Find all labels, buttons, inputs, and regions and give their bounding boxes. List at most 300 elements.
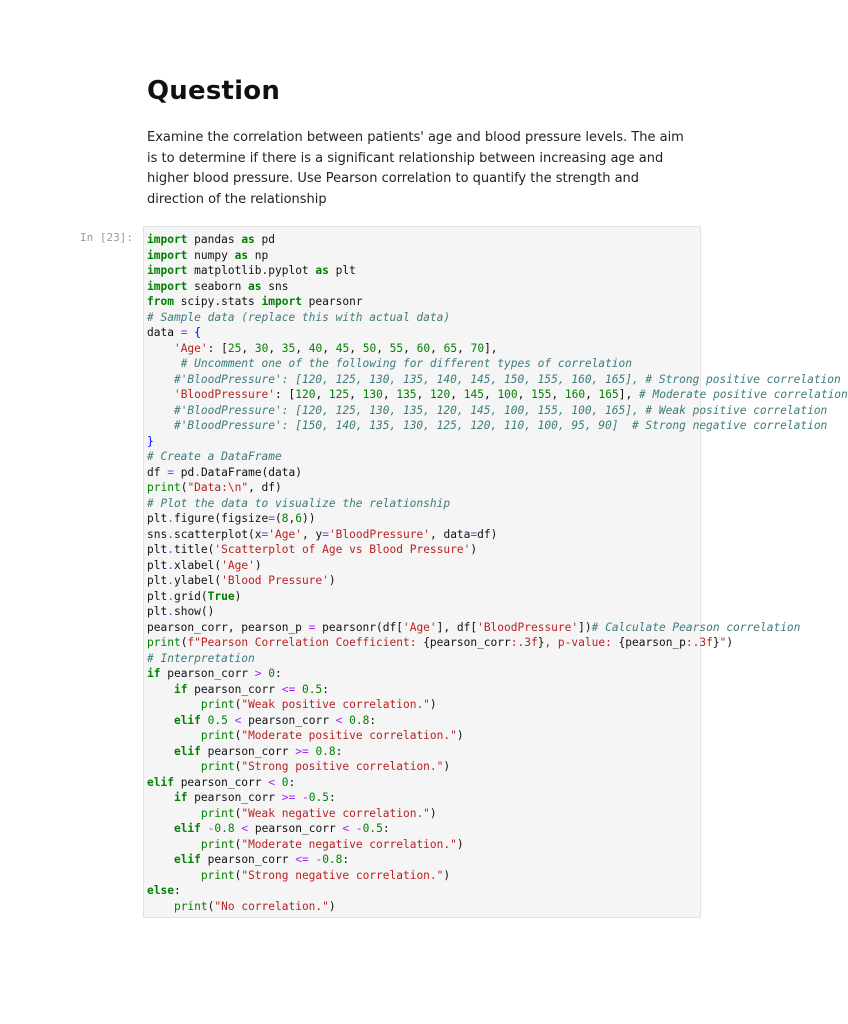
code-token: elif bbox=[173, 853, 201, 866]
code-token: as bbox=[248, 279, 262, 293]
code-token bbox=[147, 404, 174, 417]
code-token: , bbox=[315, 388, 329, 401]
code-token: import bbox=[147, 248, 188, 262]
code-token: 25 bbox=[227, 341, 242, 355]
code-token: : bbox=[342, 853, 350, 866]
code-line bbox=[147, 883, 848, 899]
code-token: ) bbox=[470, 543, 478, 556]
code-token: 'Age' bbox=[221, 558, 255, 572]
code-line bbox=[147, 372, 848, 388]
code-line bbox=[147, 790, 848, 806]
code-token: if bbox=[173, 791, 188, 804]
code-token: 0 bbox=[281, 775, 289, 789]
code-line bbox=[147, 728, 848, 744]
code-line bbox=[147, 511, 848, 527]
code-line bbox=[147, 418, 848, 434]
code-token: plt bbox=[328, 264, 356, 277]
code-token: pearson_corr bbox=[160, 667, 255, 680]
code-token: 'Scatterplot of Age vs Blood Pressure' bbox=[214, 543, 471, 556]
code-token: , bbox=[322, 341, 336, 355]
code-token bbox=[147, 853, 174, 866]
code-token: : bbox=[322, 682, 329, 696]
code-token: , p-value: bbox=[544, 636, 619, 649]
code-token bbox=[147, 838, 201, 851]
code-line bbox=[147, 558, 848, 574]
code-token: ) bbox=[234, 589, 242, 603]
code-token: - bbox=[207, 822, 215, 835]
code-token: df) bbox=[477, 527, 498, 541]
code-line bbox=[147, 666, 848, 682]
code-token: : bbox=[288, 775, 296, 789]
code-line bbox=[147, 899, 848, 915]
code-token: 0.8 bbox=[214, 822, 235, 835]
code-token: "Weak negative correlation." bbox=[241, 806, 430, 820]
code-token bbox=[147, 869, 201, 882]
code-token bbox=[147, 745, 174, 758]
code-token bbox=[147, 342, 174, 355]
code-token: 'Blood Pressure' bbox=[221, 574, 329, 587]
code-line bbox=[147, 821, 848, 837]
code-token: ], df[ bbox=[436, 620, 478, 634]
code-token: seaborn bbox=[187, 279, 249, 293]
code-token bbox=[147, 683, 174, 696]
code-token: : bbox=[275, 667, 282, 680]
code-token: 35 bbox=[281, 341, 296, 355]
code-token: : bbox=[382, 822, 390, 835]
code-token: ) bbox=[726, 636, 734, 649]
code-token: print bbox=[147, 636, 181, 649]
code-token: import bbox=[147, 233, 188, 246]
code-token: 'Age' bbox=[402, 620, 437, 634]
code-token: 6 bbox=[295, 512, 303, 525]
code-token: ], bbox=[484, 341, 498, 355]
code-token: figure(figsize bbox=[173, 512, 269, 525]
code-token: "Moderate negative correlation." bbox=[241, 837, 457, 851]
code-token: print bbox=[200, 760, 235, 773]
code-token: , bbox=[295, 341, 309, 355]
code-token: matplotlib.pyplot bbox=[187, 264, 316, 277]
code-token: = bbox=[180, 326, 188, 339]
code-line bbox=[147, 713, 848, 729]
code-token: "Strong positive correlation." bbox=[241, 760, 444, 773]
code-token: , bbox=[349, 388, 363, 401]
code-token: . bbox=[194, 465, 201, 479]
code-token: 0.5 bbox=[301, 682, 323, 696]
code-token: : [ bbox=[207, 341, 228, 355]
code-token: 50 bbox=[362, 341, 377, 355]
code-token: as bbox=[315, 264, 329, 277]
code-line bbox=[147, 775, 848, 791]
code-token: pearsonr bbox=[301, 295, 363, 308]
code-token: ( bbox=[234, 698, 242, 711]
code-token: #'BloodPressure': [150, 140, 135, 130, 125, 120, 110, 100, 95, 90] # Strong negative correlation bbox=[173, 419, 828, 432]
code-token: , bbox=[288, 512, 296, 525]
code-token: = bbox=[470, 527, 478, 541]
code-token: "Moderate positive correlation." bbox=[241, 729, 457, 742]
code-token: , df) bbox=[248, 481, 282, 494]
code-token: , bbox=[416, 388, 431, 401]
code-token: < bbox=[335, 713, 343, 727]
code-token bbox=[295, 791, 302, 804]
code-token: ( bbox=[234, 868, 242, 882]
code-token bbox=[147, 419, 174, 432]
code-token: pearson_corr bbox=[187, 682, 282, 696]
code-token: . bbox=[167, 543, 174, 556]
code-token: elif bbox=[173, 713, 201, 727]
code-token: = bbox=[261, 527, 269, 541]
code-token: , bbox=[517, 388, 532, 401]
code-line bbox=[147, 310, 848, 326]
code-token: , bbox=[450, 388, 464, 401]
code-token: - bbox=[301, 791, 309, 804]
code-token: ) bbox=[456, 837, 464, 851]
code-token: data bbox=[147, 326, 181, 339]
code-token: 135 bbox=[396, 388, 417, 401]
code-token: # Calculate Pearson correlation bbox=[591, 620, 801, 634]
code-token: "Weak positive correlation." bbox=[241, 698, 430, 711]
code-token: pearson_corr bbox=[200, 744, 296, 758]
code-token: print bbox=[200, 806, 235, 820]
code-token: . bbox=[167, 605, 174, 618]
code-token: ( bbox=[207, 899, 215, 913]
code-line bbox=[147, 480, 848, 496]
code-token: > bbox=[254, 667, 262, 680]
code-token: 0 bbox=[268, 667, 276, 680]
code-token: print bbox=[200, 837, 235, 851]
code-token: sns bbox=[261, 279, 289, 293]
code-token: # Moderate positive correlation bbox=[638, 388, 848, 401]
code-token bbox=[147, 373, 174, 386]
code-token: pearson_corr bbox=[248, 822, 343, 835]
code-token: = bbox=[167, 465, 174, 479]
code-token: sns bbox=[147, 527, 168, 541]
code-token: 0.5 bbox=[362, 822, 383, 835]
code-token: plt bbox=[147, 589, 168, 603]
code-token: <= bbox=[295, 853, 309, 866]
code-token bbox=[147, 714, 174, 727]
code-token: title( bbox=[173, 543, 215, 556]
code-token: , y bbox=[301, 527, 323, 541]
code-token: ) bbox=[456, 729, 464, 742]
code-line bbox=[147, 620, 848, 636]
code-token: 45 bbox=[335, 341, 350, 355]
code-token: . bbox=[167, 589, 174, 603]
code-token: import bbox=[261, 295, 302, 308]
code-token: :.3f bbox=[510, 636, 538, 649]
code-token: 'BloodPressure' bbox=[328, 527, 430, 541]
code-token: 125 bbox=[328, 388, 350, 401]
code-token: - bbox=[355, 822, 363, 835]
code-token: 40 bbox=[308, 341, 323, 355]
code-token: # Create a DataFrame bbox=[147, 450, 282, 463]
code-token: "No correlation." bbox=[214, 899, 329, 913]
code-token: pearson_corr, pearson_p bbox=[147, 620, 309, 634]
code-token: : bbox=[173, 884, 181, 897]
code-token: - bbox=[315, 853, 323, 866]
code-token bbox=[147, 791, 174, 804]
code-token: : bbox=[335, 744, 343, 758]
code-line bbox=[147, 852, 848, 868]
code-token: scipy.stats bbox=[173, 295, 262, 308]
code-token: : bbox=[328, 791, 336, 804]
code-token: 55 bbox=[389, 341, 404, 355]
code-token: elif bbox=[147, 775, 174, 789]
code-token: plt bbox=[147, 512, 168, 525]
code-token: as bbox=[234, 248, 249, 262]
code-editor[interactable] bbox=[147, 232, 848, 914]
code-token: ( bbox=[234, 760, 242, 773]
code-line bbox=[147, 573, 848, 589]
code-token: import bbox=[147, 264, 188, 277]
code-token: 0.5 bbox=[308, 791, 329, 804]
code-token: 130 bbox=[362, 388, 383, 401]
code-token: : [ bbox=[275, 388, 296, 401]
code-token: 0.8 bbox=[322, 853, 343, 866]
code-token bbox=[147, 388, 174, 401]
code-token: , bbox=[349, 341, 363, 355]
code-line bbox=[147, 744, 848, 760]
code-token: = bbox=[268, 512, 276, 525]
code-token: ) bbox=[443, 868, 451, 882]
code-token: numpy bbox=[187, 248, 235, 262]
code-token: , bbox=[430, 341, 444, 355]
code-token: , bbox=[241, 341, 255, 355]
code-token: f"Pearson Correlation Coefficient: bbox=[187, 636, 424, 649]
code-token: 70 bbox=[470, 341, 485, 355]
code-token: = bbox=[308, 620, 316, 634]
code-token: 60 bbox=[416, 341, 431, 355]
code-token: as bbox=[241, 233, 255, 246]
code-token: "Data:\n" bbox=[187, 481, 249, 494]
code-token: < bbox=[234, 713, 242, 727]
code-token: "Strong negative correlation." bbox=[241, 868, 444, 882]
code-token: {pearson_corr bbox=[423, 636, 511, 649]
code-token: ) bbox=[328, 899, 336, 913]
code-token: . bbox=[167, 527, 174, 541]
code-token bbox=[147, 357, 181, 370]
code-line bbox=[147, 837, 848, 853]
code-line bbox=[147, 682, 848, 698]
code-token: { bbox=[194, 326, 201, 339]
cell-prompt: In [23]: bbox=[80, 231, 133, 244]
code-token: 0.8 bbox=[349, 713, 370, 727]
code-token: show() bbox=[173, 605, 215, 618]
code-line bbox=[147, 496, 848, 512]
code-token: DataFrame(data) bbox=[200, 465, 302, 479]
code-token: {pearson_p bbox=[618, 636, 686, 649]
code-token: 65 bbox=[443, 341, 458, 355]
code-line bbox=[147, 434, 848, 450]
code-token: # Uncomment one of the following for different types of correlation bbox=[180, 357, 632, 370]
code-line bbox=[147, 651, 848, 667]
code-line bbox=[147, 263, 848, 279]
code-token: . bbox=[167, 512, 174, 525]
code-token: ], bbox=[618, 388, 639, 401]
code-token: pd bbox=[254, 233, 276, 246]
code-token: if bbox=[173, 682, 188, 696]
code-line bbox=[147, 341, 848, 357]
code-token: plt bbox=[147, 605, 168, 618]
code-line bbox=[147, 527, 848, 543]
code-token: " bbox=[719, 636, 727, 649]
code-token: . bbox=[167, 558, 174, 572]
code-line bbox=[147, 279, 848, 295]
code-token: 165 bbox=[598, 388, 619, 401]
code-token: ) bbox=[443, 760, 451, 773]
code-token: <= bbox=[281, 682, 296, 696]
code-token: pearson_corr bbox=[173, 775, 269, 789]
code-token: , bbox=[585, 388, 599, 401]
code-line bbox=[147, 232, 848, 248]
code-token: , data bbox=[429, 527, 471, 541]
code-token: plt bbox=[147, 543, 168, 556]
code-line bbox=[147, 635, 848, 651]
code-line bbox=[147, 356, 848, 372]
code-token: < bbox=[342, 822, 350, 835]
code-token: >= bbox=[281, 791, 296, 804]
code-token bbox=[275, 776, 282, 789]
code-token: < bbox=[268, 775, 275, 789]
code-token: True bbox=[207, 589, 235, 603]
code-token: pd bbox=[173, 465, 195, 479]
code-token: < bbox=[241, 822, 249, 835]
code-line bbox=[147, 868, 848, 884]
code-line bbox=[147, 589, 848, 605]
code-line bbox=[147, 604, 848, 620]
code-token: } bbox=[712, 636, 720, 649]
code-token: df bbox=[147, 465, 168, 479]
code-token: print bbox=[200, 698, 235, 711]
code-token: , bbox=[551, 388, 565, 401]
page-title: Question bbox=[147, 76, 281, 106]
code-token: elif bbox=[173, 744, 201, 758]
code-token: ) bbox=[429, 698, 437, 711]
code-token: ( bbox=[234, 806, 242, 820]
code-token: pearson_corr bbox=[241, 713, 336, 727]
code-token bbox=[147, 760, 201, 773]
code-token: 120 bbox=[430, 388, 451, 401]
code-token: , bbox=[483, 388, 498, 401]
code-line bbox=[147, 465, 848, 481]
code-token: print bbox=[200, 868, 235, 882]
code-token: 'BloodPressure' bbox=[173, 388, 275, 401]
code-token: } bbox=[147, 434, 154, 448]
code-token: ( bbox=[180, 481, 188, 494]
code-token: ( bbox=[180, 636, 188, 649]
code-token: = bbox=[322, 527, 329, 541]
code-token: 160 bbox=[564, 388, 586, 401]
code-token: grid( bbox=[173, 589, 208, 603]
code-token: plt bbox=[147, 574, 168, 587]
code-token: :.3f bbox=[685, 636, 713, 649]
code-token bbox=[147, 900, 174, 913]
code-token: 100 bbox=[497, 388, 518, 401]
code-line bbox=[147, 294, 848, 310]
code-token: ylabel( bbox=[173, 574, 222, 587]
code-token: # Sample data (replace this with actual data) bbox=[147, 310, 451, 324]
code-token: pandas bbox=[187, 233, 242, 246]
code-token: ( bbox=[234, 729, 242, 742]
code-token: , bbox=[457, 341, 471, 355]
code-token bbox=[147, 729, 201, 742]
code-line bbox=[147, 248, 848, 264]
code-token: xlabel( bbox=[173, 558, 222, 572]
code-token: print bbox=[173, 899, 208, 913]
code-token: ]) bbox=[578, 620, 592, 634]
code-line bbox=[147, 542, 848, 558]
code-token: if bbox=[147, 667, 161, 680]
code-token: 8 bbox=[281, 512, 289, 525]
code-token: np bbox=[248, 248, 269, 262]
code-token: } bbox=[537, 636, 545, 649]
code-token: scatterplot(x bbox=[173, 527, 262, 541]
code-token bbox=[295, 683, 302, 696]
code-token: , bbox=[382, 388, 397, 401]
code-token: ) bbox=[429, 806, 437, 820]
code-token: 'Age' bbox=[268, 527, 302, 541]
code-line bbox=[147, 697, 848, 713]
code-token: import bbox=[147, 279, 188, 293]
code-token: 0.8 bbox=[315, 744, 336, 758]
code-token: 'BloodPressure' bbox=[477, 620, 579, 634]
code-token: )) bbox=[302, 512, 316, 525]
code-token: #'BloodPressure': [120, 125, 130, 135, 140, 145, 150, 155, 160, 165], # Strong positive correlation bbox=[173, 372, 841, 386]
code-token: elif bbox=[173, 822, 201, 835]
code-token: , bbox=[376, 341, 390, 355]
code-line bbox=[147, 325, 848, 341]
code-token: print bbox=[200, 729, 235, 742]
code-token: pearson_corr bbox=[200, 853, 296, 866]
code-line bbox=[147, 387, 848, 403]
code-token: plt bbox=[147, 558, 168, 572]
code-token: ( bbox=[234, 837, 242, 851]
code-token bbox=[201, 822, 208, 835]
code-token: # Interpretation bbox=[147, 651, 255, 665]
code-token: , bbox=[268, 341, 282, 355]
code-token: 120 bbox=[295, 388, 316, 401]
code-line bbox=[147, 403, 848, 419]
code-token: 145 bbox=[463, 388, 484, 401]
code-token: ) bbox=[254, 558, 262, 572]
code-token: from bbox=[147, 295, 174, 308]
code-token: # Plot the data to visualize the relationship bbox=[147, 496, 451, 510]
code-token: print bbox=[147, 481, 181, 494]
code-token bbox=[147, 807, 201, 820]
code-token: . bbox=[167, 574, 174, 587]
code-token: , bbox=[403, 341, 417, 355]
code-token: : bbox=[369, 713, 377, 727]
code-token bbox=[147, 822, 174, 835]
code-token: 'Age' bbox=[173, 341, 208, 355]
code-token: pearsonr(df[ bbox=[315, 620, 403, 634]
code-token: #'BloodPressure': [120, 125, 130, 135, 120, 145, 100, 155, 100, 165], # Weak positive correlation bbox=[173, 403, 828, 417]
code-line bbox=[147, 449, 848, 465]
code-token: 30 bbox=[254, 341, 269, 355]
code-token: ( bbox=[275, 512, 282, 525]
code-token: pearson_corr bbox=[187, 791, 282, 804]
code-line bbox=[147, 806, 848, 822]
code-token: 0.5 bbox=[207, 713, 228, 727]
code-token bbox=[201, 714, 208, 727]
code-token: 155 bbox=[531, 388, 552, 401]
code-token: >= bbox=[295, 744, 309, 758]
code-token bbox=[147, 698, 201, 711]
code-cell[interactable] bbox=[143, 226, 848, 918]
code-token: ) bbox=[328, 574, 336, 587]
code-token: else bbox=[147, 884, 174, 897]
question-description: Examine the correlation between patients' age and blood pressure levels. The aim is to determine if there is a significant relationship between increasing age and higher blood pressure. Use Pearson correlation to quantify the strength and direction of the relationship bbox=[147, 130, 684, 207]
code-token bbox=[349, 822, 356, 835]
